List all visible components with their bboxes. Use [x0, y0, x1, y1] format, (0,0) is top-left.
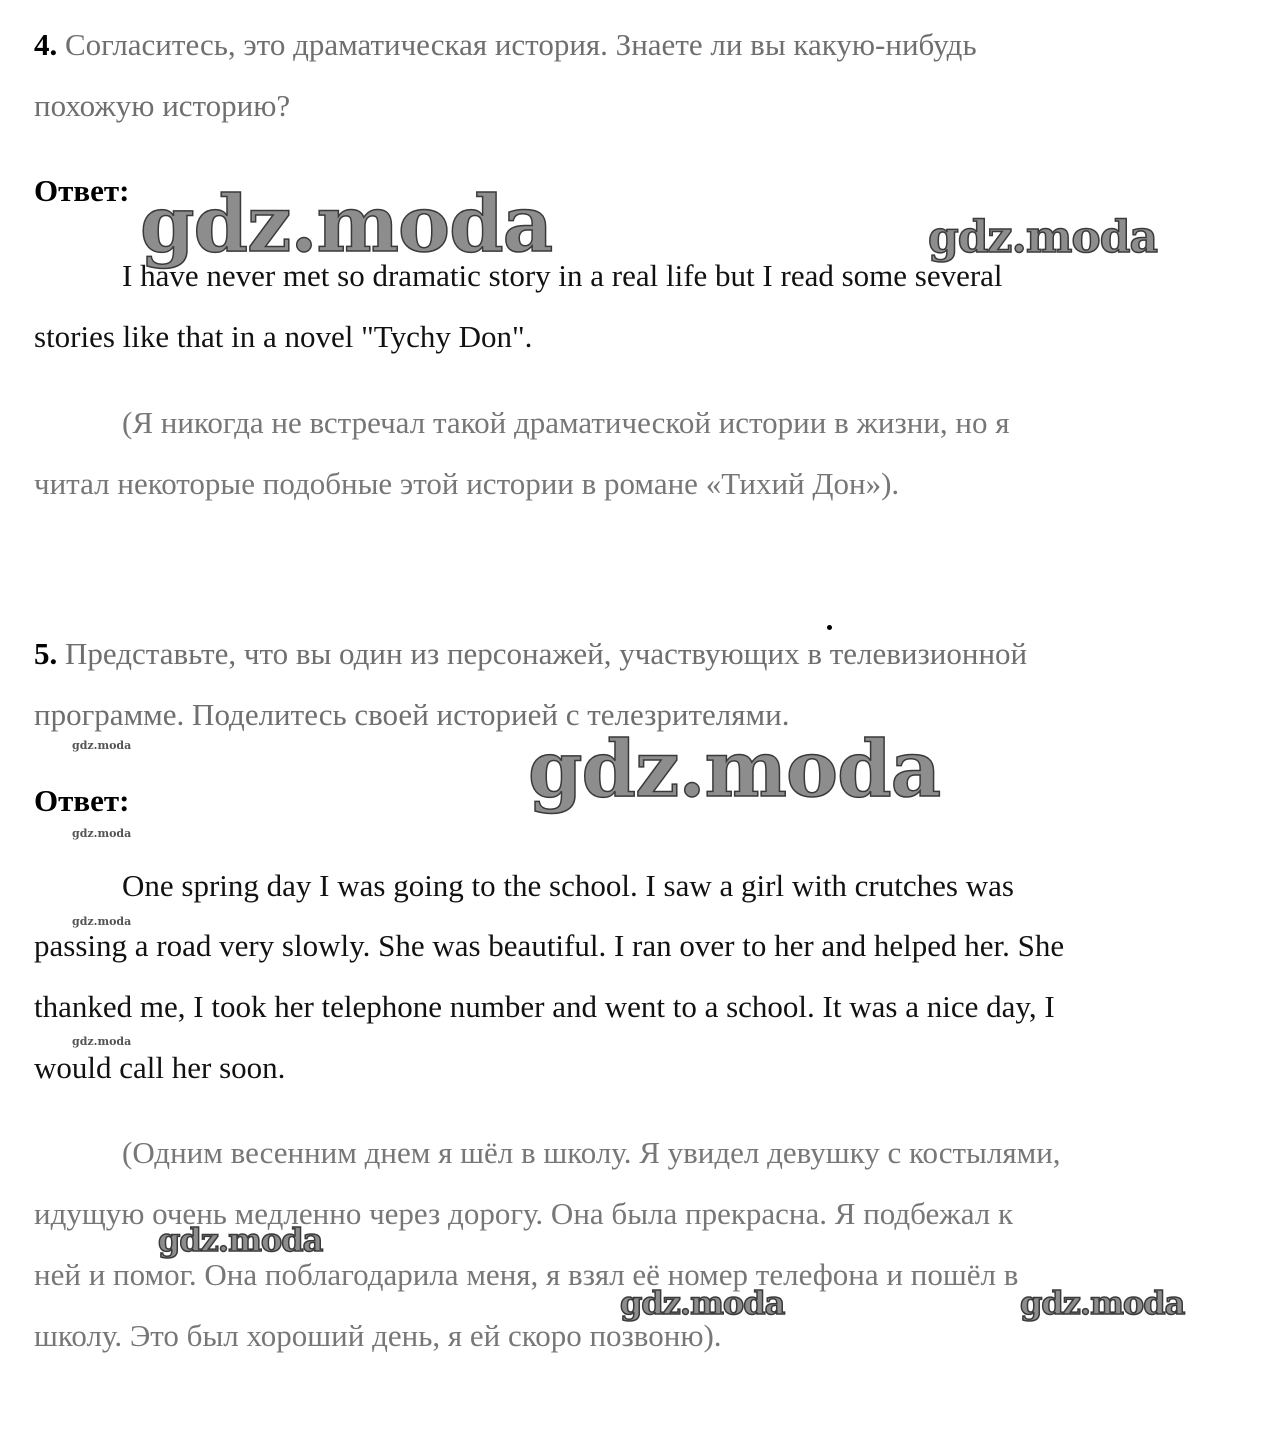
q4-answer-en-line-2: stories like that in a novel "Tychy Don". — [34, 319, 533, 354]
q5-number: 5. — [34, 636, 58, 671]
q5-answer-label: Ответ: — [34, 783, 130, 818]
q4-answer-label: Ответ: — [34, 173, 130, 208]
watermark-logo: gdz.moda — [72, 739, 132, 752]
q5-answer-en-line-4: would call her soon. — [34, 1050, 286, 1085]
q4-answer-ru-line-2: читал некоторые подобные этой истории в романе «Тихий Дон»). — [34, 466, 900, 501]
q5-answer-ru-line-1: (Одним весенним днем я шёл в школу. Я увидел девушку с костылями, — [122, 1135, 1061, 1170]
q4-question-line-1: Согласитесь, это драматическая история. Знаете ли вы какую-нибудь — [65, 27, 977, 62]
q5-answer-ru-line-4: школу. Это был хороший день, я ей скоро позвоню). — [34, 1318, 722, 1353]
q4-number: 4. — [34, 27, 58, 62]
q4-answer-ru-line-1: (Я никогда не встречал такой драматической истории в жизни, но я — [122, 405, 1010, 440]
watermark-logo: gdz.moda — [72, 827, 132, 840]
q4-question-line-2: похожую историю? — [34, 88, 291, 123]
watermark-logo: gdz.moda — [72, 915, 132, 928]
q5-question-line-1: Представьте, что вы один из персонажей, участвующих в телевизионной — [65, 636, 1028, 671]
q5-answer-en-line-1: One spring day I was going to the school. I saw a girl with crutches was — [122, 868, 1014, 903]
watermark-logo: gdz.moda — [1020, 1284, 1185, 1322]
q5-question-line-2: программе. Поделитесь своей историей с телезрителями. — [34, 697, 790, 732]
watermark-logo: gdz.moda — [928, 212, 1158, 263]
q5-answer-ru-line-2: идущую очень медленно через дорогу. Она была прекрасна. Я подбежал к — [34, 1196, 1014, 1231]
q5-line-1 — [34, 623, 1027, 684]
q5-answer-en-line-2: passing a road very slowly. She was beautiful. I ran over to her and helped her. She — [34, 928, 1065, 963]
watermark-logo: gdz.moda — [140, 179, 553, 270]
stray-dot — [827, 625, 832, 630]
q5-answer-en-line-3: thanked me, I took her telephone number and went to a school. It was a nice day, I — [34, 989, 1055, 1024]
watermark-logo: gdz.moda — [528, 724, 941, 815]
watermark-logo: gdz.moda — [158, 1221, 323, 1259]
watermark-logo: gdz.moda — [72, 1035, 132, 1048]
q4-line-1 — [34, 14, 977, 75]
watermark-logo: gdz.moda — [620, 1284, 785, 1322]
q5-answer-ru-line-3: ней и помог. Она поблагодарила меня, я взял её номер телефона и пошёл в — [34, 1257, 1019, 1292]
q4-answer-en-line-1: I have never met so dramatic story in a real life but I read some several — [122, 258, 1003, 293]
